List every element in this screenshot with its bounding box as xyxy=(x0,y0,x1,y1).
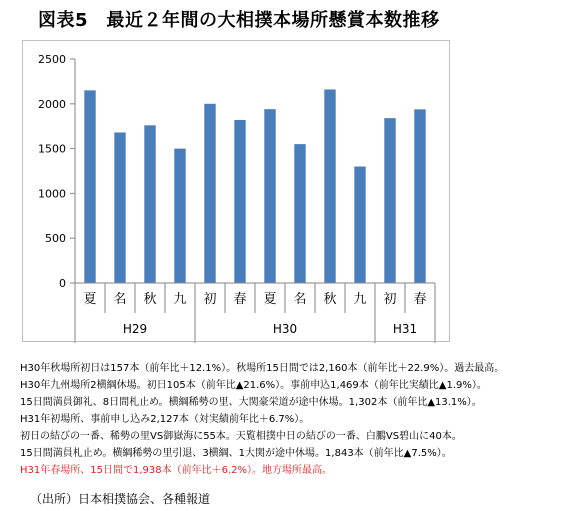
note-line: H31年春場所、15日間で1,938本（前年比＋6.2%）。地方場所最高。 xyxy=(20,465,333,476)
x-category-label: 名 xyxy=(293,292,307,307)
bar xyxy=(234,120,245,283)
note-line: 15日間満員御礼、8日間札止め。横綱稀勢の里、大関豪栄道が途中休場。1,302本（前年比▲13.1%）。 xyxy=(20,397,482,408)
note-line: H31年初場所、事前申し込み2,127本（対実績前年比＋6.7%）。 xyxy=(20,414,310,425)
x-category-label: 九 xyxy=(353,292,367,307)
notes-list xyxy=(20,360,565,479)
bar xyxy=(84,90,95,283)
bar xyxy=(264,109,275,283)
bar-chart xyxy=(23,41,451,343)
note-line: 初日の結びの一番、稀勢の里VS御嶽海に55本。天覧相撲中日の結びの一番、白鵬VS碧山に40本。 xyxy=(20,431,462,442)
y-tick-label: 2000 xyxy=(38,97,66,111)
x-group-label: H31 xyxy=(392,322,418,336)
x-category-label: 初 xyxy=(203,292,217,307)
bar xyxy=(384,118,395,283)
bar xyxy=(174,149,185,283)
y-tick-label: 0 xyxy=(59,277,66,290)
bar xyxy=(114,132,125,283)
x-category-label: 夏 xyxy=(263,292,277,307)
y-tick-label: 1500 xyxy=(38,142,66,156)
chart-frame xyxy=(22,40,450,342)
note-line: H30年秋場所初日は157本（前年比＋12.1%）。秋場所15日間では2,160本（前年比＋22.9%）。過去最高。 xyxy=(20,363,505,374)
x-group-label: H29 xyxy=(122,322,148,336)
chart-title: 図表5 最近２年間の大相撲本場所懸賞本数推移 xyxy=(38,10,440,31)
x-category-label: 秋 xyxy=(143,292,157,307)
x-category-label: 夏 xyxy=(83,292,97,307)
x-category-label: 名 xyxy=(113,292,127,307)
x-category-label: 初 xyxy=(383,292,397,307)
y-tick-label: 1000 xyxy=(38,187,66,201)
bar xyxy=(204,104,215,283)
x-category-label: 秋 xyxy=(323,292,337,307)
bar xyxy=(144,125,155,283)
x-category-label: 春 xyxy=(413,292,427,307)
x-group-label: H30 xyxy=(272,322,298,336)
y-tick-label: 2500 xyxy=(38,53,66,66)
bar xyxy=(294,144,305,283)
bar xyxy=(414,109,425,283)
bar xyxy=(324,89,335,283)
note-line: H30年九州場所2横綱休場。初日105本（前年比▲21.6%）。事前申込1,469本（前年比実績比▲1.9%）。 xyxy=(20,380,487,391)
x-category-label: 九 xyxy=(173,292,187,307)
y-tick-label: 500 xyxy=(45,232,66,246)
note-line: 15日間満員札止め。横綱稀勢の里引退、3横綱、1大関が途中休場。1,843本（前年比▲7.5%）。 xyxy=(20,448,452,459)
bar xyxy=(354,167,365,283)
source-note: （出所）日本相撲協会、各種報道 xyxy=(30,492,211,506)
x-category-label: 春 xyxy=(233,292,247,307)
